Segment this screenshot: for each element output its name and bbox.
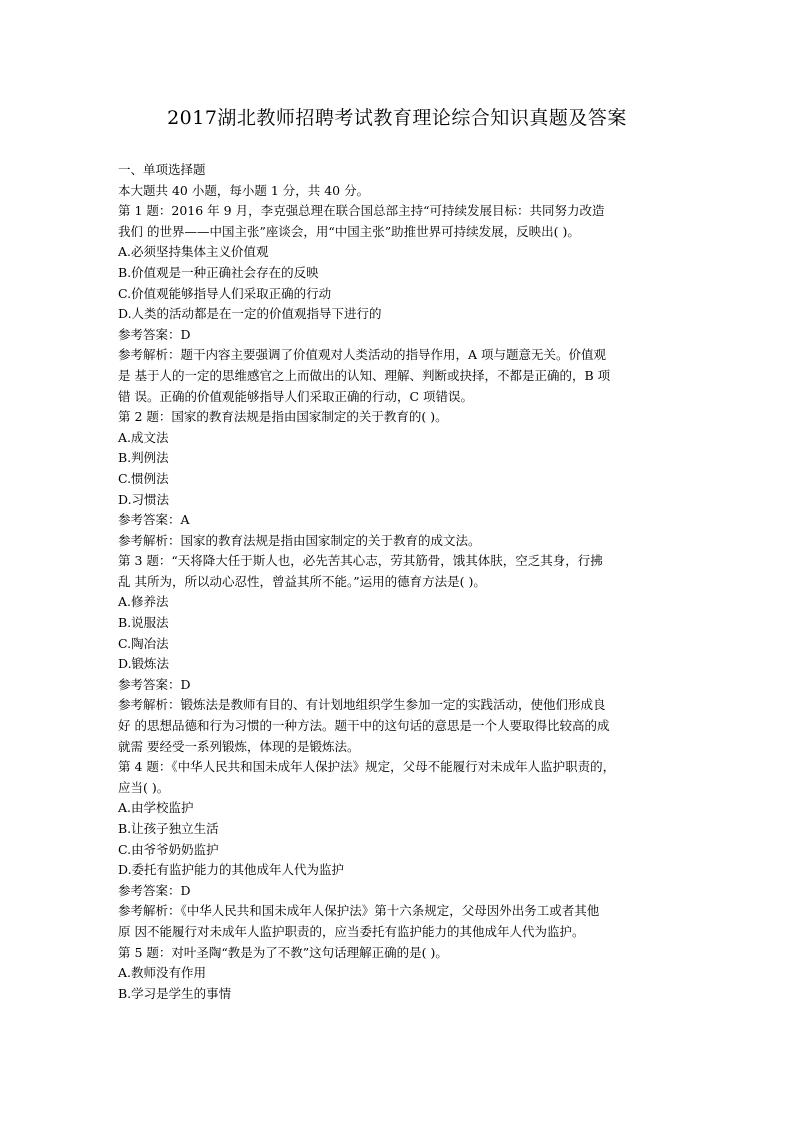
text-line: A.修养法 xyxy=(118,594,169,610)
text-line: D.委托有监护能力的其他成年人代为监护 xyxy=(118,862,345,878)
text-line: 第 4 题：《中华人民共和国未成年人保护法》规定，父母不能履行对未成年人监护职责的， xyxy=(118,759,616,775)
text-line: D.锻炼法 xyxy=(118,656,170,672)
text-line: C.陶冶法 xyxy=(118,635,169,651)
text-line: 第 2 题：国家的教育法规是指由国家制定的关于教育的( )。 xyxy=(118,409,448,425)
text-line: 本大题共 40 小题，每小题 1 分，共 40 分。 xyxy=(118,182,370,198)
text-line: 应当( )。 xyxy=(118,779,170,795)
text-line: D.人类的活动都是在一定的价值观指导下进行的 xyxy=(118,306,382,322)
text-line: 参考解析：题干内容主要强调了价值观对人类活动的指导作用，A 项与题意无关。价值观 xyxy=(118,347,607,363)
text-line: B.价值观是一种正确社会存在的反映 xyxy=(118,264,319,280)
text-line: 参考答案：A xyxy=(118,512,190,528)
text-line: 参考答案：D xyxy=(118,676,191,692)
text-line: A.成文法 xyxy=(118,429,169,445)
text-line: 参考答案：D xyxy=(118,882,191,898)
text-line: A.由学校监护 xyxy=(118,800,194,816)
text-line: 第 3 题：“天将降大任于斯人也，必先苦其心志，劳其筋骨，饿其体肤，空乏其身，行拂 xyxy=(118,553,603,569)
text-line: 我们 的世界——中国主张”座谈会，用“中国主张”助推世界可持续发展，反映出( )。 xyxy=(118,223,580,239)
text-line: 是 基于人的一定的思维感官之上而做出的认知、理解、判断或抉择，不都是正确的，B 项 xyxy=(118,367,611,383)
text-line: B.说服法 xyxy=(118,615,169,631)
text-line: A.教师没有作用 xyxy=(118,965,207,981)
text-line: 第 1 题：2016 年 9 月，李克强总理在联合国总部主持“可持续发展目标：共同努力改造 xyxy=(118,203,605,219)
text-line: B.判例法 xyxy=(118,450,169,466)
text-line: 参考解析：国家的教育法规是指由国家制定的关于教育的成文法。 xyxy=(118,532,481,548)
text-line: 好 的思想品德和行为习惯的一种方法。题干中的这句话的意思是一个人要取得比较高的成 xyxy=(118,718,610,734)
text-line: 参考解析：《中华人民共和国未成年人保护法》第十六条规定，父母因外出务工或者其他 xyxy=(118,903,600,919)
text-line: C.价值观能够指导人们采取正确的行动 xyxy=(118,285,332,301)
text-line: C.惯例法 xyxy=(118,470,169,486)
text-line: 就需 要经受一系列锻炼，体现的是锻炼法。 xyxy=(118,738,360,754)
document-body xyxy=(118,160,678,1004)
text-line: 参考答案：D xyxy=(118,326,191,342)
text-line: 乱 其所为，所以动心忍性，曾益其所不能。”运用的德育方法是( )。 xyxy=(118,573,486,589)
text-line: D.习惯法 xyxy=(118,491,170,507)
text-line: B.学习是学生的事情 xyxy=(118,985,232,1001)
document-title: 2017湖北教师招聘考试教育理论综合知识真题及答案 xyxy=(167,107,627,129)
text-line: 原 因不能履行对未成年人监护职责的，应当委托有监护能力的其他成年人代为监护。 xyxy=(118,923,585,939)
text-line: 一、单项选择题 xyxy=(118,162,206,177)
text-line: 参考解析：锻炼法是教师有目的、有计划地组织学生参加一定的实践活动，使他们形成良 xyxy=(118,697,606,713)
text-line: B.让孩子独立生活 xyxy=(118,821,219,836)
text-line: 第 5 题：对叶圣陶“教是为了不教”这句话理解正确的是( )。 xyxy=(118,944,448,960)
text-line: C.由爷爷奶奶监护 xyxy=(118,841,219,857)
text-line: 错 误。正确的价值观能够指导人们采取正确的行动，C 项错误。 xyxy=(118,388,474,404)
text-line: A.必须坚持集体主义价值观 xyxy=(118,244,269,260)
